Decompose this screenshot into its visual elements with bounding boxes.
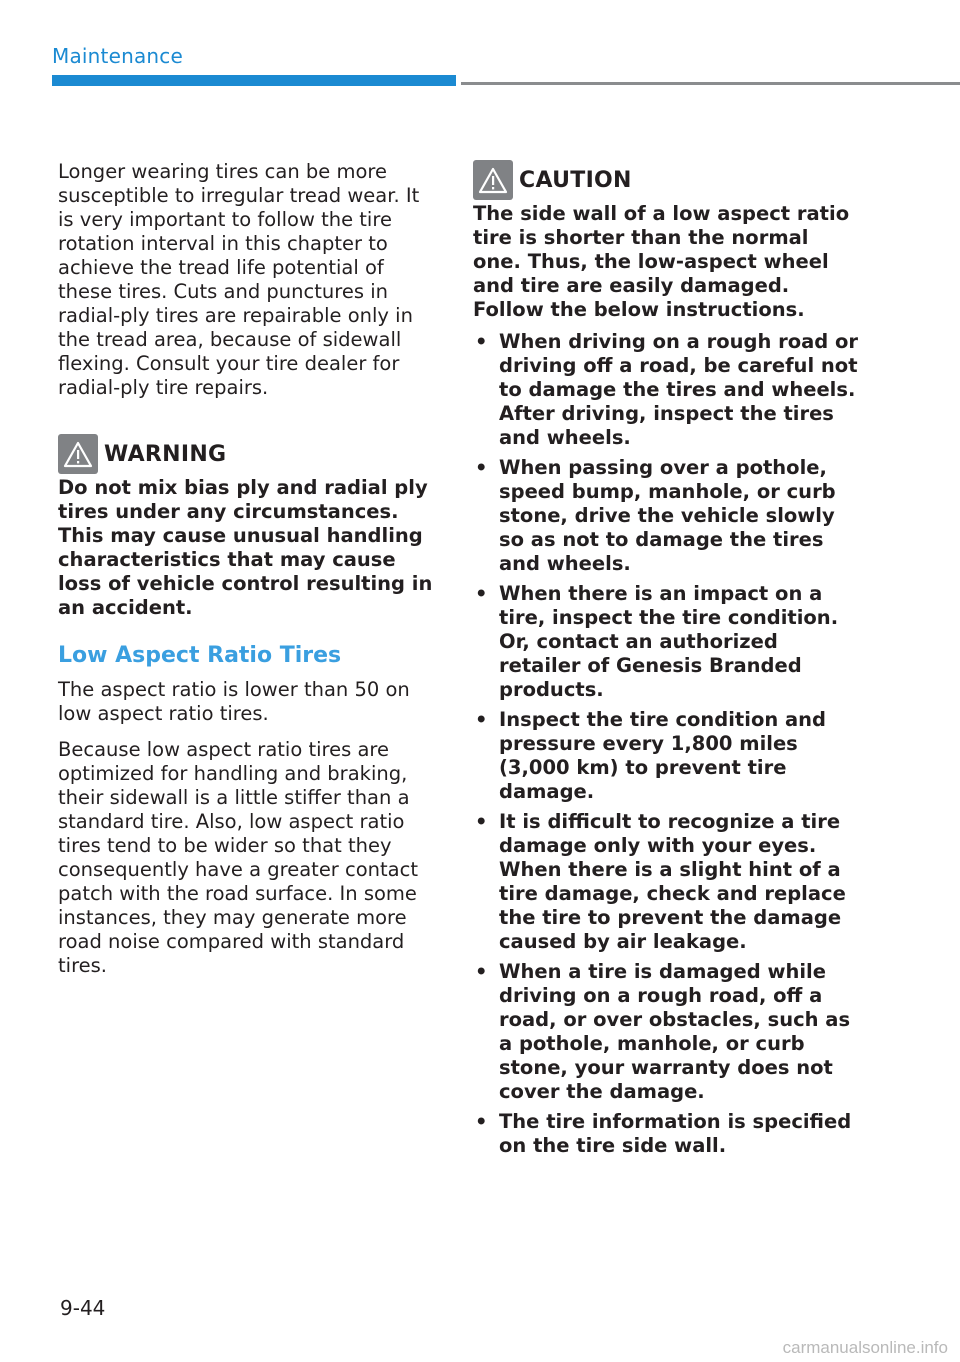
caution-triangle-icon — [473, 160, 513, 200]
page-number: 9-44 — [60, 1296, 106, 1320]
aspect-paragraph-2: Because low aspect ratio tires are optimized for handling and braking, their sidewall is a little stiffer than a standard tire. Also, low aspect ratio tires tend to be wider so that they consequently have a greater contact patch with the road surface. In some instances, they may generate more road noise compared with standard tires. — [58, 738, 418, 977]
bullet-dot: • — [475, 810, 488, 833]
caution-list — [473, 330, 860, 1158]
warning-triangle-icon — [58, 434, 98, 474]
header-rule — [461, 82, 960, 85]
warning-header — [58, 434, 438, 474]
left-column — [58, 160, 438, 990]
subheading-low-aspect: Low Aspect Ratio Tires — [58, 643, 342, 668]
section-title: Maintenance — [52, 44, 183, 68]
bullet-dot: • — [475, 330, 488, 353]
bullet-dot: • — [475, 456, 488, 479]
caution-title: CAUTION — [519, 167, 632, 193]
header-accent-bar — [52, 75, 456, 86]
intro-paragraph: Longer wearing tires can be more susceptible to irregular tread wear. It is very important to follow the tire rotation interval in this chapter to achieve the tread life potential of these tires. Cuts and punctures in radial-ply tires are repairable only in the tread area, because of sidewall flexing. Consult your tire dealer for radial-ply tire repairs. — [58, 160, 420, 399]
list-item: • When there is an impact on a tire, inspect the tire condition. Or, contact an authorized retailer of Genesis Branded products. — [475, 582, 839, 701]
caution-header — [473, 160, 860, 200]
list-item: • The tire information is specified on the tire side wall. — [475, 1110, 852, 1157]
bullet-dot: • — [475, 708, 488, 731]
list-item: • When a tire is damaged while driving on a rough road, off a road, or over obstacles, such as a pothole, manhole, or curb stone, your warranty does not cover the damage. — [475, 960, 851, 1103]
list-item: • Inspect the tire condition and pressure every 1,800 miles (3,000 km) to prevent tire damage. — [475, 708, 827, 803]
watermark: carmanualsonline.info — [782, 1338, 948, 1357]
warning-title: WARNING — [104, 441, 227, 467]
aspect-paragraph-1: The aspect ratio is lower than 50 on low aspect ratio tires. — [58, 678, 410, 725]
caution-text: The side wall of a low aspect ratio tire is shorter than the normal one. Thus, the low-aspect wheel and tire are easily damaged. Follow the below instructions. — [473, 202, 850, 321]
warning-text: Do not mix bias ply and radial ply tires under any circumstances. This may cause unusual handling characteristics that may cause loss of vehicle control resulting in an accident. — [58, 476, 433, 619]
list-item: • When passing over a pothole, speed bump, manhole, or curb stone, drive the vehicle slowly so as not to damage the tires and wheels. — [475, 456, 836, 575]
bullet-dot: • — [475, 582, 488, 605]
list-item: • When driving on a rough road or driving off a road, be careful not to damage the tires and wheels. After driving, inspect the tires and wheels. — [475, 330, 859, 449]
list-item: • It is difficult to recognize a tire damage only with your eyes. When there is a slight hint of a tire damage, check and replace the tire to prevent the damage caused by air leakage. — [475, 810, 846, 953]
bullet-dot: • — [475, 1110, 488, 1133]
right-column — [473, 160, 860, 1164]
bullet-dot: • — [475, 960, 488, 983]
